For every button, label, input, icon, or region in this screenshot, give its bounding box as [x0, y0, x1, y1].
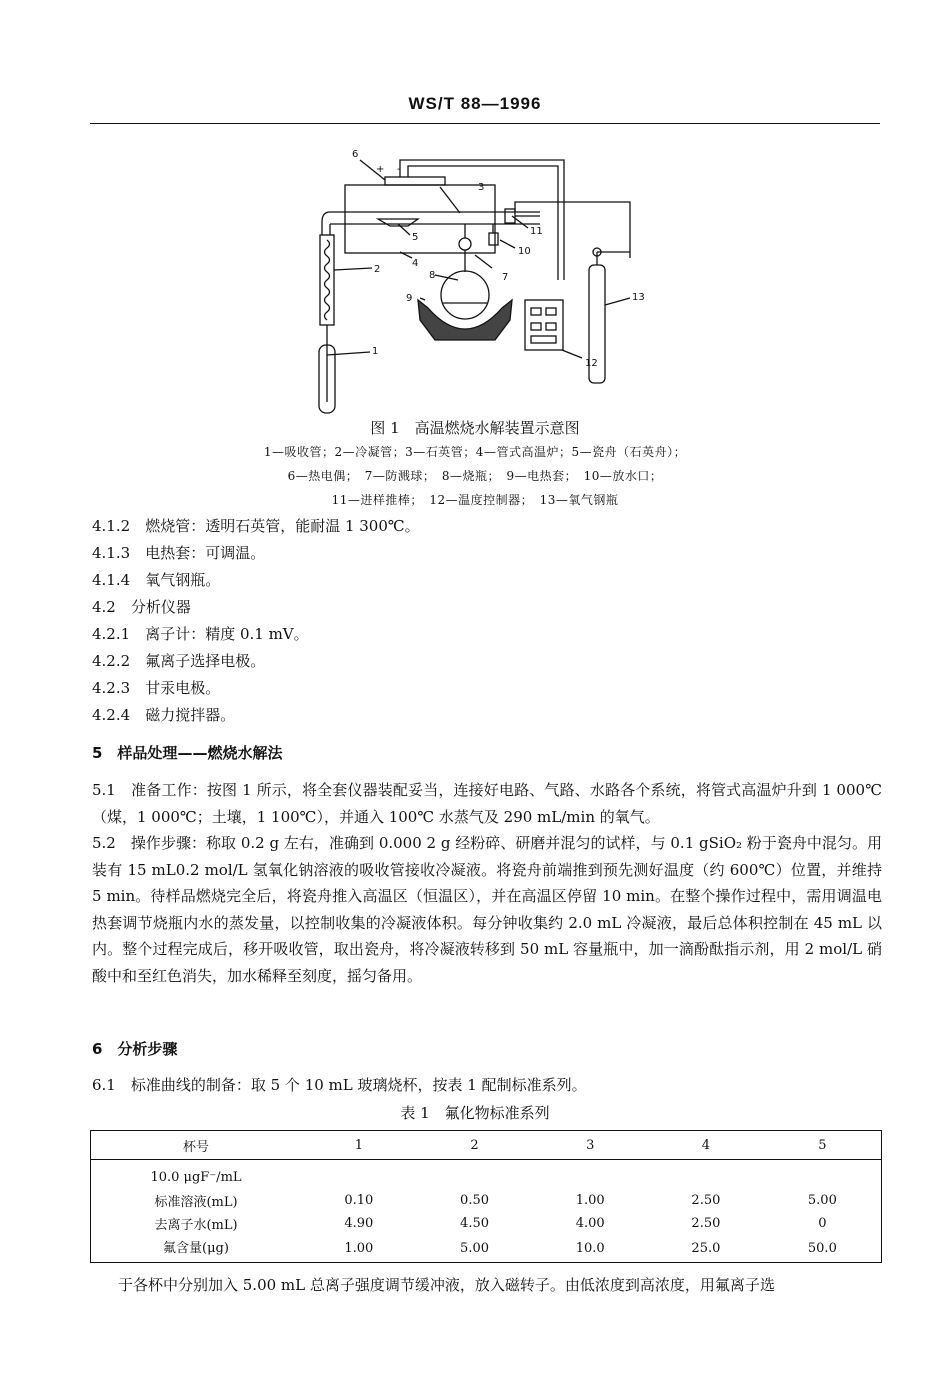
item-4-2: 4.2 分析仪器 — [92, 598, 191, 616]
label-7: 7 — [502, 272, 509, 283]
header-cell: 4 — [648, 1131, 764, 1160]
splash-ball — [459, 238, 471, 250]
label-6: 6 — [352, 149, 359, 160]
header-cell: 1 — [301, 1131, 417, 1160]
label-3: 3 — [478, 182, 485, 193]
table-cell: 4.00 — [575, 1216, 605, 1231]
table-cell: 50.0 — [807, 1241, 837, 1256]
furnace-body — [345, 185, 495, 253]
figure-legend-line-2: 6—热电偶； 7—防溅球； 8—烧瓶； 9—电热套； 10—放水口； — [287, 469, 663, 483]
item-4-1-3: 4.1.3 电热套：可调温。 — [92, 544, 266, 562]
table-cell: 4.90 — [344, 1216, 374, 1231]
table-row — [91, 1189, 882, 1212]
paragraph-6-1: 6.1 标准曲线的制备：取 5 个 10 mL 玻璃烧杯，按表 1 配制标准系列。 — [92, 1076, 587, 1094]
label-1: 1 — [372, 346, 379, 357]
table-cell: 1.00 — [344, 1241, 374, 1256]
section-6-title: 6 分析步骤 — [92, 1040, 178, 1058]
table-header-row — [91, 1131, 882, 1160]
section-5-title: 5 样品处理——燃烧水解法 — [92, 744, 283, 762]
drain-outlet — [489, 233, 498, 245]
label-11: 11 — [530, 226, 543, 237]
header-cell: 2 — [417, 1131, 533, 1160]
row-label: 氟含量(μg) — [163, 1241, 229, 1256]
label-5: 5 — [412, 232, 419, 243]
label-10: 10 — [518, 246, 531, 257]
row-label: 10.0 μgF⁻/mL — [150, 1170, 242, 1185]
thermocouple-wire — [400, 160, 564, 280]
table-cell: 2.50 — [691, 1216, 721, 1231]
label-9: 9 — [406, 293, 413, 304]
table-cell: 5.00 — [807, 1193, 837, 1208]
table-cell: 2.50 — [691, 1193, 721, 1208]
item-4-1-4: 4.1.4 氧气钢瓶。 — [92, 571, 221, 589]
label-8: 8 — [429, 270, 436, 281]
table-cell: 10.0 — [575, 1241, 605, 1256]
table-cell: 25.0 — [691, 1241, 721, 1256]
header-cell: 3 — [532, 1131, 648, 1160]
table-cell: 0 — [818, 1216, 827, 1231]
table-row — [91, 1160, 882, 1190]
table-cell: 0.10 — [344, 1193, 374, 1208]
paragraph-5-1: 5.1 准备工作：按图 1 所示，将全套仪器装配妥当，连接好电路、气路、水路各个系统，将管式高温炉升到 1 000℃（煤，1 000℃；土壤，1 100℃），并通入 100℃ 水蒸气及 290 mL/min 的氧气。 — [92, 781, 882, 826]
label-2: 2 — [374, 264, 381, 275]
continuation-paragraph: 于各杯中分别加入 5.00 mL 总离子强度调节缓冲液，放入磁转子。由低浓度到高浓度，用氟离子选 — [118, 1276, 775, 1294]
row-label: 标准溶液(mL) — [154, 1195, 238, 1210]
table-row — [91, 1212, 882, 1235]
header-cell: 杯号 — [91, 1131, 302, 1160]
label-12: 12 — [585, 358, 598, 369]
header-rule — [90, 123, 880, 124]
item-4-1-2: 4.1.2 燃烧管：透明石英管，能耐温 1 300℃。 — [92, 517, 420, 535]
combustion-boat — [378, 219, 418, 226]
table-caption: 表 1 氟化物标准系列 — [400, 1104, 550, 1122]
plus-sign: + — [376, 164, 385, 175]
table-cell: 0.50 — [460, 1193, 489, 1208]
item-4-2-4: 4.2.4 磁力搅拌器。 — [92, 706, 236, 724]
item-4-2-2: 4.2.2 氟离子选择电极。 — [92, 652, 266, 670]
header-cell: 5 — [764, 1131, 882, 1160]
standard-series-table — [90, 1130, 882, 1263]
minus-sign: - — [397, 164, 401, 175]
apparatus-diagram — [300, 140, 660, 420]
figure-caption: 图 1 高温燃烧水解装置示意图 — [370, 419, 580, 437]
sample-rod — [505, 209, 515, 223]
document-code: WS/T 88—1996 — [408, 94, 542, 113]
item-4-2-3: 4.2.3 甘汞电极。 — [92, 679, 221, 697]
thermocouple-box — [385, 177, 445, 185]
figure-legend-line-3: 11—进样推棒； 12—温度控制器； 13—氧气钢瓶 — [331, 493, 619, 507]
item-4-2-1: 4.2.1 离子计：精度 0.1 mV。 — [92, 625, 309, 643]
heating-mantle — [418, 300, 512, 340]
table-row — [91, 1235, 882, 1263]
table-cell: 1.00 — [575, 1193, 605, 1208]
row-label: 去离子水(mL) — [154, 1218, 238, 1233]
paragraph-5-2: 5.2 操作步骤：称取 0.2 g 左右，准确到 0.000 2 g 经粉碎、研磨并混匀的试样，与 0.1 gSiO₂ 粉于瓷舟中混匀。用装有 15 mL0.2 mol/L 氢氧化钠溶液的吸收管接收冷凝液。将瓷舟前端推到预先测好温度（约 600℃）位置，并维持 5 min。待样品燃烧完全后，将瓷舟推入高温区（恒温区），并在高温区停留 10 min。在整个操作过程中，需用调温电热套调节烧瓶内水的蒸发量，以控制收集的冷凝液体积。每分钟收集约 2.0 mL 冷凝液，最后总体积控制在 45 mL 以内。整个过程完成后，移开吸收管，取出瓷舟，将冷凝液转移到 50 mL 容量瓶中，加一滴酚酞指示剂，用 2 mol/L 硝酸中和至红色消失，加水稀释至刻度，摇匀备用。 — [92, 834, 882, 985]
figure-legend-line-1: 1—吸收管；2—冷凝管；3—石英管；4—管式高温炉；5—瓷舟（石英舟）； — [263, 445, 687, 459]
label-4: 4 — [412, 258, 419, 269]
label-13: 13 — [632, 292, 645, 303]
table-cell: 5.00 — [460, 1241, 489, 1256]
tube-elbow — [322, 212, 330, 235]
table-cell: 4.50 — [460, 1216, 489, 1231]
